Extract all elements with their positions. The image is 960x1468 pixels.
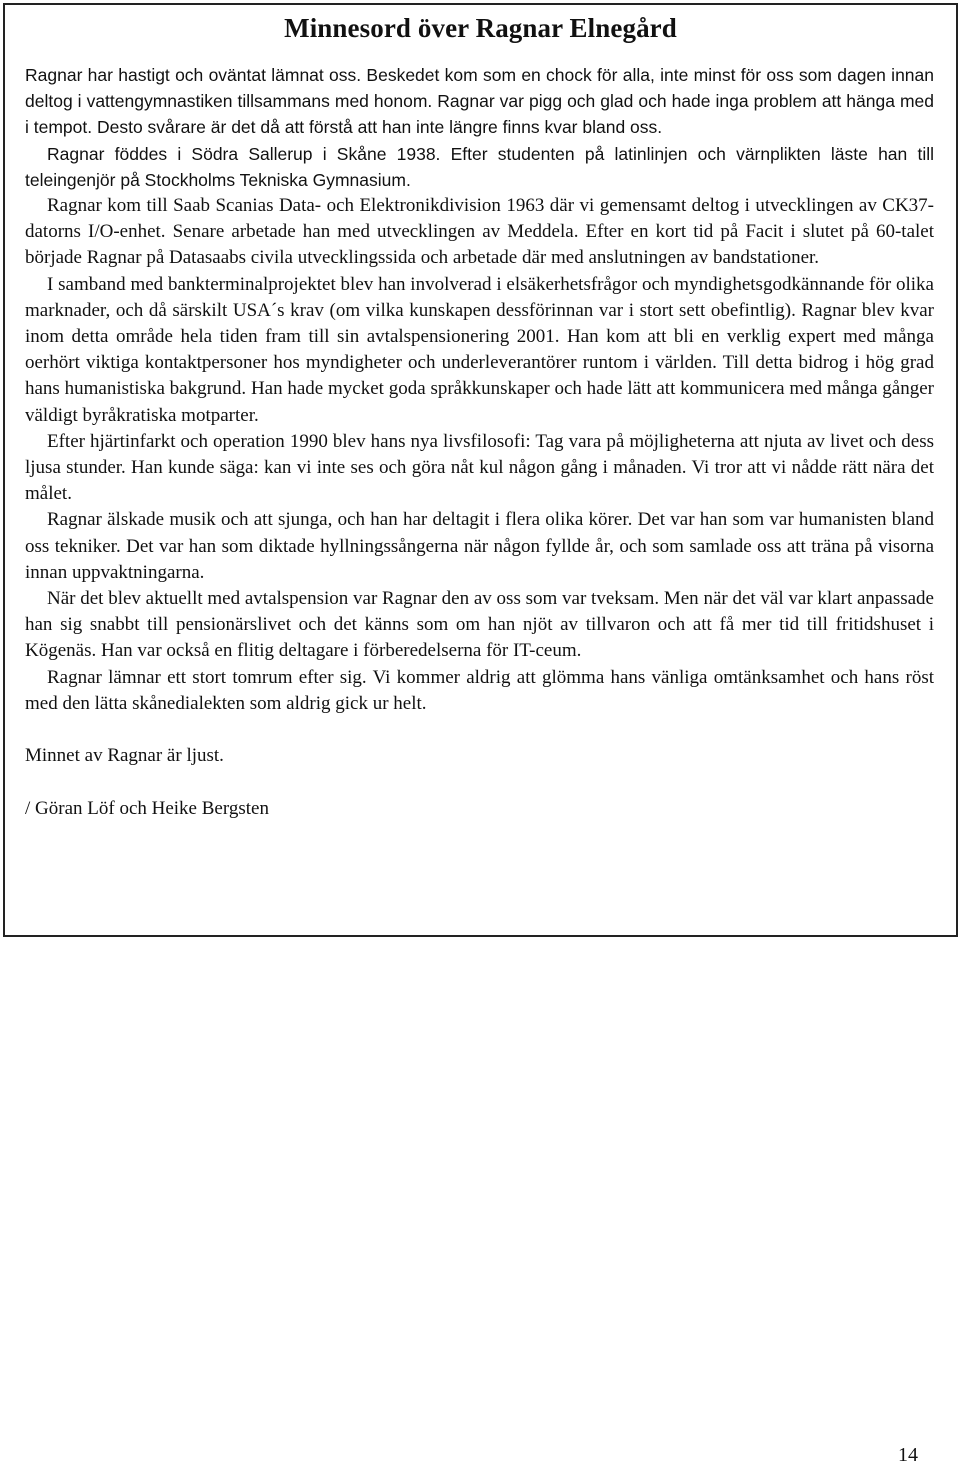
page-number: 14 (898, 1444, 918, 1466)
paragraph-intro: Ragnar har hastigt och oväntat lämnat oss. Beskedet kom som en chock för alla, inte minst för oss som dagen innan deltog i vattengymnastiken tillsammans med honom. Ragnar var pigg och glad och hade inga problem att hänga med i tempot. Desto svårare är det då att förstå att han inte längre finns kvar bland oss. (25, 65, 934, 138)
page-title: Minnesord över Ragnar Elnegård (284, 13, 677, 43)
paragraph-life-philosophy: Efter hjärtinfarkt och operation 1990 blev hans nya livsfilosofi: Tag vara på möjligheterna att njuta av livet och dess ljusa stunder. Han kunde säga: kan vi inte ses och göra nåt kul någon gång i månaden. Vi tror att vi nådde rätt nära det målet. (25, 430, 934, 505)
signature: / Göran Löf och Heike Bergsten (25, 798, 269, 820)
paragraph-retirement: När det blev aktuellt med avtalspension var Ragnar den av oss som var tveksam. Men när det väl var klart anpassade han sig snabbt till pensionärslivet och det känns som om han njöt av tillvaron och att få mer tid till fritidshuset i Kögenäs. Han var också en flitig deltagare i förberedelserna för IT-ceum. (25, 588, 934, 662)
memorial-body (25, 62, 934, 822)
paragraph-safety-work: I samband med bankterminalprojektet blev han involverad i elsäkerhetsfrågor och myndighetsgodkännande för olika marknader, och då särskilt USA´s krav (om vilka kunskapen dessförinnan var i stort sett obefintlig). Ragnar blev kvar inom detta område hela tiden fram till sin avtalspensionering 2001. Han kom att bli en verklig expert med många oerhört viktiga kontaktpersoner hos myndigheter och underleverantörer runtom i världen. Till detta bidrog i hög grad hans humanistiska bakgrund. Han hade mycket goda språkkunskaper och hade lätt att kommunicera med många gånger väldigt byråkratiska motparter. (25, 273, 934, 426)
memorial-frame (3, 3, 958, 937)
paragraph-career-start: Ragnar kom till Saab Scanias Data- och Elektronikdivision 1963 där vi gemensamt deltog i utvecklingen av CK37-datorns I/O-enhet. Senare arbetade han med utvecklingen av Meddela. Efter en kort tid på Facit i slutet på 60-talet började Ragnar på Datasaabs civila utvecklingssida och arbetade där med anslutningen av bandstationer. (25, 195, 934, 269)
paragraph-farewell: Ragnar lämnar ett stort tomrum efter sig. Vi kommer aldrig att glömma hans vänliga omtänksamhet och hans röst med den lätta skånedialekten som aldrig gick ur helt. (25, 666, 934, 714)
paragraph-music: Ragnar älskade musik och att sjunga, och han har deltagit i flera olika körer. Det var han som var humanisten bland oss tekniker. Det var han som diktade hyllningssångerna när någon fyllde år, och som samlade oss att träna på visorna innan uppvaktningarna. (25, 509, 934, 583)
closing-line: Minnet av Ragnar är ljust. (25, 745, 224, 767)
paragraph-birth: Ragnar föddes i Södra Sallerup i Skåne 1938. Efter studenten på latinlinjen och värnplikten läste han till teleingenjör på Stockholms Tekniska Gymnasium. (25, 143, 934, 190)
